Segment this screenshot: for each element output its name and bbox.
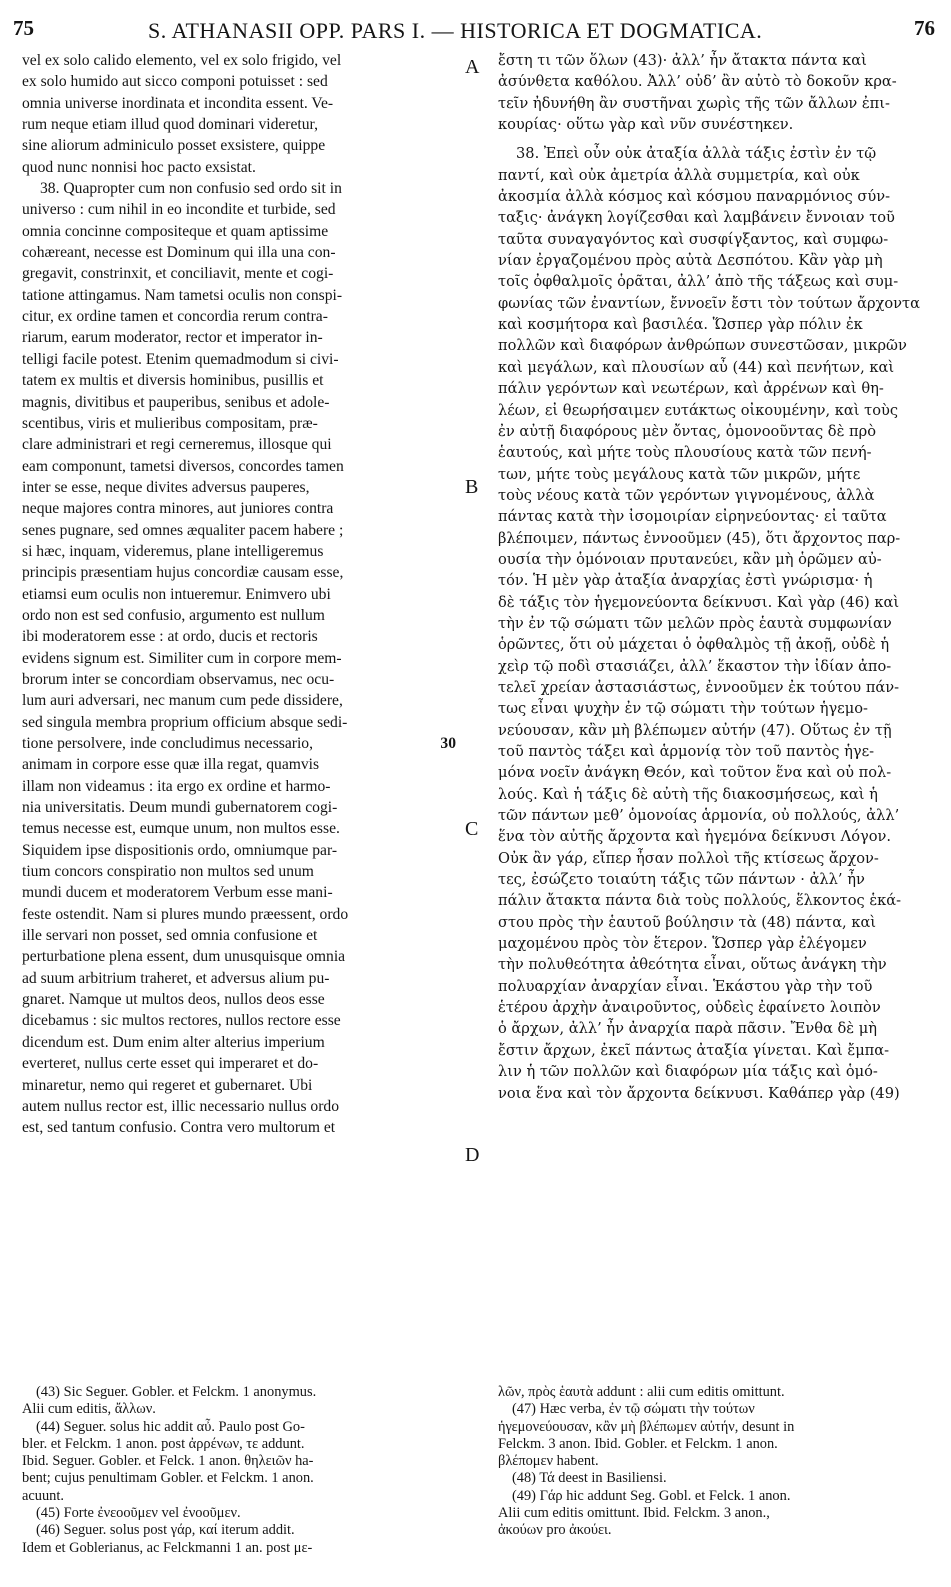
latin-line: citur, ex ordine tamen et concordia rerum contra-	[22, 308, 328, 326]
footnote-line: Idem et Goblerianus, ac Felckmanni 1 an. post με-	[22, 1539, 313, 1556]
text-line: πάντας κατὰ τὴν ἰσομοιρίαν εἰρηνεύοντας· εἰ ταῦτα	[498, 508, 887, 526]
footnote-line: (44) Seguer. solus hic addit αὖ. Paulo post Go-	[36, 1418, 305, 1435]
section-marker-b: B	[465, 476, 479, 498]
text-line: μαχομένου πρὸς τὸν ἕτερον. Ὥσπερ γὰρ ἐλέγομεν	[498, 935, 867, 953]
latin-line: si hæc, inquam, videremus, plane intelligeremus	[22, 542, 324, 560]
latin-line: ibi moderatorem esse : at ordo, ducis et rectoris	[22, 628, 318, 646]
section-marker-c: C	[465, 818, 479, 840]
footnotes-right	[498, 1384, 930, 1540]
footnote-line: bler. et Felckm. 1 anon. post ἀρρένων, τε addunt.	[22, 1435, 305, 1452]
text-line: ἀκοσμία ἀλλὰ κόσμος καὶ κόσμου παναρμόνιος σύν-	[498, 188, 891, 206]
footnote-line: ἡγεμονεύουσαν, κἂν μὴ βλέπωμεν αὐτήν, desunt in	[498, 1418, 795, 1435]
latin-line: autem nullus rector est, illic necessario nullus ordo	[22, 1097, 339, 1115]
text-line: ουσία τὴν ὁμόνοιαν πρυτανεύει, κἂν μὴ ὁρῶμεν αὐ-	[498, 550, 882, 568]
text-line: πολυαρχίαν ἀναρχίαν εἶναι. Ἑκάστου γὰρ τὴν τοῦ	[498, 977, 873, 995]
latin-line: omnia universe inordinata et incondita essent. Ve-	[22, 94, 334, 112]
text-line: τεῖν ἠδυνήθη ἂν συστῆναι χωρὶς τῆς τῶν ἄλλων ἐπι-	[498, 94, 890, 112]
text-line: τελεῖ χρείαν ἀστασιάστως, ἐννοοῦμεν ἐκ τούτου πάν-	[498, 678, 900, 696]
latin-line: dicebamus : sic multos rectores, nullos rectore esse	[22, 1012, 341, 1030]
latin-line: tium concors conspiratio non multos sed unum	[22, 863, 314, 881]
latin-line: universo : cum nihil in eo incondite et turbide, sed	[22, 201, 336, 219]
text-line: φωνίας τῶν ἐναντίων, ἔννοεῖν ἔστι τὸν τούτων ἄρχοντα	[498, 294, 920, 312]
latin-line: quod nunc nonnisi hoc pacto exsistat.	[22, 158, 256, 176]
text-line: πολλῶν καὶ διαφόρων ἀνθρώπων συνεστῶσαν, μικρῶν	[498, 337, 907, 355]
latin-line: everteret, nullus certe esset qui imperaret et do-	[22, 1055, 319, 1073]
greek-column	[498, 50, 930, 1104]
text-line: μόνα νοεῖν ἀνάγκη Θεόν, καὶ τοῦτον ἕνα καὶ οὐ πολ-	[498, 764, 892, 782]
text-line: νίαν ἐργαζομένου πρὸς αὐτὰ Δεσπότου. Κἂν γὰρ μὴ	[498, 252, 883, 270]
text-line: χεὶρ τῷ ποδὶ στασιάζει, ἀλλ’ ἕκαστον τὴν ἰδίαν ἀπο-	[498, 657, 892, 675]
text-line: ἕνα τὸν αὐτῆς ἄρχοντα καὶ ἡγεμόνα δείκνυσι Λόγον.	[498, 828, 892, 846]
latin-line: tatem ex multis et diversis hominibus, pusillis et	[22, 372, 324, 390]
footnote-line: Alii cum editis, ἄλλων.	[22, 1401, 156, 1418]
text-line: καὶ κοσμήτορα καὶ βασιλέα. Ὥσπερ γὰρ πόλιν ἐκ	[498, 316, 863, 334]
paragraph-gap	[498, 135, 930, 143]
latin-line: dicendum est. Dum enim alter alterius imperium	[22, 1033, 325, 1051]
text-line: 38. Ἐπεὶ οὖν οὐκ ἀταξία ἀλλὰ τάξις ἐστὶν ἐν τῷ	[516, 145, 877, 163]
latin-line: temus necesse est, eumque unum, non multos esse.	[22, 820, 340, 838]
text-line: λιν ἡ τῶν πολλῶν καὶ διαφόρων μία τάξις καὶ ὁμό-	[498, 1063, 878, 1081]
footnote-line: (43) Sic Seguer. Gobler. et Felckm. 1 anonymus.	[36, 1384, 317, 1400]
latin-line: clare administrari et regi cerneremus, illosque qui	[22, 436, 332, 454]
text-line: Οὐκ ἂν γάρ, εἴπερ ἦσαν πολλοὶ τῆς κτίσεως ἄρχον-	[498, 849, 879, 867]
section-marker-a: A	[465, 56, 480, 78]
latin-line: feste ostendit. Nam si plures mundo præessent, ordo	[22, 905, 349, 923]
text-line: πάλιν γερόντων καὶ νεωτέρων, καὶ ἀρρένων καὶ θη-	[498, 380, 884, 398]
latin-line: nia universitatis. Deum mundi gubernatorem cogi-	[22, 799, 338, 817]
text-line: ὁρῶντες, ὅτι οὐ μάχεται ὁ ὀφθαλμὸς τῇ ἀκοῇ, οὐδὲ ἡ	[498, 636, 890, 654]
margin-number: 30	[440, 735, 456, 753]
footnote	[22, 1384, 452, 1419]
footnote	[22, 1505, 452, 1522]
text-line: κουρίας· οὕτω γὰρ καὶ νῦν συνέστηκεν.	[498, 116, 794, 134]
footnote-line: λῶν, πρὸς ἑαυτὰ addunt : alii cum editis omittunt.	[498, 1384, 785, 1400]
latin-line: telligi facile potest. Etenim quemadmodum si civi-	[22, 350, 339, 368]
latin-line: sed singula membra proprium officium absque sedi-	[22, 713, 348, 731]
latin-line: animam in corpore esse quæ illa regat, quamvis	[22, 756, 320, 774]
footnote	[498, 1488, 930, 1540]
latin-line: minaretur, nemo qui regeret et gubernaret. Ubi	[22, 1076, 313, 1094]
text-line: λούς. Καὶ ἡ τάξις δὲ αὐτὴ τῆς διακοσμήσεως, καὶ ἡ	[498, 785, 878, 803]
footnote-line: (49) Γάρ hic addunt Seg. Gobl. et Felck. 1 anon.	[512, 1487, 791, 1504]
footnote	[498, 1384, 930, 1401]
text-line: πάλιν ἄτακτα πάντα διὰ τοὺς πολλούς, ἕλκοντος ἑκά-	[498, 892, 902, 910]
text-line: ἔστιν ἄρχων, ἐκεῖ πάντως ἀταξία γίνεται. Καὶ ἔμπα-	[498, 1041, 890, 1059]
page-number-right: 76	[914, 16, 935, 40]
footnote-line: (47) Hæc verba, ἐν τῷ σώματι τὴν τούτων	[512, 1401, 755, 1418]
latin-line: vel ex solo calido elemento, vel ex solo frigido, vel	[22, 52, 342, 69]
running-title: S. ATHANASII OPP. PARS I. — HISTORICA ET DOGMATICA.	[148, 18, 763, 43]
latin-line: ordo non est sed confusio, argumento est nullum	[22, 606, 325, 624]
latin-line: etiamsi eum oculis non intueremur. Enimvero ubi	[22, 585, 331, 603]
latin-line: gnaret. Namque ut multos deos, nullos deos esse	[22, 991, 325, 1009]
footnote	[498, 1470, 930, 1487]
running-header	[0, 10, 951, 44]
footnote-line: acuunt.	[22, 1487, 64, 1504]
latin-line: Siquidem ipse dispositionis ordo, omniumque par-	[22, 841, 338, 859]
footnotes-left	[22, 1384, 452, 1557]
latin-line: ad suum arbitrium traheret, et adversus alium pu-	[22, 969, 330, 987]
footnote-line: Ibid. Seguer. Gobler. et Felck. 1 anon. θηλειῶν ha-	[22, 1453, 314, 1470]
latin-line: scentibus, viris et mulieribus compositam, præ-	[22, 414, 318, 432]
footnote-line: bent; cujus penultimam Gobler. et Felckm. 1 anon.	[22, 1470, 314, 1487]
section-marker-d: D	[465, 1144, 480, 1166]
latin-line: inter se esse, neque divites adversus pauperes,	[22, 478, 310, 496]
text-line: τὴν ἐν τῷ σώματι τῶν μελῶν πρὸς ἑαυτὰ συμφωνίαν	[498, 614, 892, 632]
text-line: δὲ τάξις τὸν ἡγεμονεύοντα δείκνυσι. Καὶ γὰρ (46) καὶ	[498, 593, 900, 611]
latin-line: lum auri adversari, nec manum cum pede dissidere,	[22, 692, 343, 710]
text-line: ταῦτα συναγαγόντος καὶ συσφίγξαντος, καὶ συμφω-	[498, 230, 889, 248]
text-line: ὁ ἄρχων, ἀλλ’ ἦν ἀναρχία παρὰ πᾶσιν. Ἔνθα δὲ μὴ	[498, 1020, 878, 1038]
latin-line: 38. Quapropter cum non confusio sed ordo sit in	[40, 180, 342, 198]
latin-line: evidens signum est. Similiter cum in corpore mem-	[22, 649, 342, 667]
latin-line: rum neque etiam illud quod dominari videretur,	[22, 116, 319, 134]
latin-line: tatione attingamus. Nam tametsi oculis non conspi-	[22, 286, 343, 304]
latin-line: illam non videamus : ita ergo ex ordine et harmo-	[22, 777, 331, 795]
latin-line: ex solo humido aut sicco componi potuisset : sed	[22, 73, 328, 91]
text-line: ἑαυτούς, καὶ μήτε τοὺς πλουσίους κατὰ τῶν πενή-	[498, 444, 872, 462]
text-line: νοια ἕνα καὶ τὸν ἄρχοντα δείκνυσι. Καθάπερ γὰρ (49)	[498, 1084, 900, 1102]
latin-line: ille servari non posset, sed omnia confusione et	[22, 927, 318, 945]
latin-line: gregavit, constrinxit, et conciliavit, mente et cogi-	[22, 265, 334, 283]
text-line: των, μήτε τοὺς μεγάλους κατὰ τῶν μικρῶν, μήτε	[498, 465, 861, 483]
text-line: ἑτέρου ἀρχὴν ἀναιροῦντος, οὐδεὶς ἐφαίνετο λοιπὸν	[498, 999, 881, 1017]
latin-text	[22, 50, 456, 1139]
latin-line: brorum inter se concordiam observamus, nec ocu-	[22, 670, 335, 688]
text-line: τοῖς ὀφθαλμοῖς ὁρᾶται, ἀλλ’ ἀπὸ τῆς τάξεως καὶ συμ-	[498, 273, 899, 291]
latin-line: est, sed tantum confusio. Contra vero multorum et	[22, 1119, 336, 1137]
greek-paragraph-1	[498, 50, 930, 135]
greek-paragraph-2	[498, 143, 930, 1103]
text-line: τως εἶναι ψυχὴν ἐν τῷ σώματι τὴν τούτων ἡγεμο-	[498, 700, 868, 718]
page-number-left: 75	[13, 16, 34, 40]
latin-line: magnis, divitibus et pauperibus, senibus et adole-	[22, 393, 330, 411]
text-line: νεύουσαν, κἂν μὴ βλέπωμεν αὐτήν (47). Οὕτως ἐν τῇ	[498, 721, 892, 739]
latin-line: neque majores contra minores, aut juniores contra	[22, 500, 334, 518]
text-line: τῶν πάντων μεθ’ ὁμονοίας ἁρμονία, οὐ πολλούς, ἀλλ’	[498, 807, 900, 825]
footnote-line: Felckm. 3 anon. Ibid. Gobler. et Felckm. 1 anon.	[498, 1435, 778, 1452]
text-line: ταξις· ἀνάγκη λογίζεσθαι καὶ λαμβάνειν ἔννοιαν τοῦ	[498, 209, 895, 227]
latin-line: mundi ducem et moderatorem Verbum esse mani-	[22, 884, 333, 902]
text-line: τοὺς νέους κατὰ τῶν γερόντων γιγνομένους, ἀλλὰ	[498, 486, 875, 504]
footnote-line: (48) Τά deest in Basiliensi.	[512, 1470, 667, 1487]
text-line: λέων, εἰ θεωρήσαιμεν ευτάκτως οἰκουμένην, καὶ τοὺς	[498, 401, 899, 419]
text-line: ἔστη τι τῶν ὅλων (43)· ἀλλ’ ἦν ἄτακτα πάντα καὶ	[498, 52, 867, 69]
text-line: τόν. Ἡ μὲν γὰρ ἀταξία ἀναρχίας ἐστὶ γνώρισμα· ἡ	[498, 572, 873, 590]
text-line: παντί, καὶ οὐκ ἀμετρία ἀλλὰ συμμετρία, καὶ οὐκ	[498, 166, 860, 184]
latin-line: eam componunt, tametsi diversos, concordes tamen	[22, 457, 344, 475]
footnote-line: (45) Forte ἐνεοοῦμεν vel ἐνοοῦμεν.	[36, 1505, 241, 1522]
latin-line: principis præsentiam hujus concordiæ causam esse,	[22, 564, 344, 582]
text-line: τὴν πολυθεότητα ἀθεότητα εἶναι, οὕτως ἀνάγκη τὴν	[498, 956, 887, 974]
text-line: στου πρὸς τὴν ἑαυτοῦ βούλησιν τὰ (48) πάντα, καὶ	[498, 913, 877, 931]
latin-line: sine aliorum adminiculo posset exsistere, quippe	[22, 137, 326, 155]
latin-line: tione persolvere, inde concludimus necessario,	[22, 735, 313, 752]
footnote-line: (46) Seguer. solus post γάρ, καί iterum addit.	[36, 1522, 295, 1539]
latin-line: omnia concinne compositeque et quam aptissime	[22, 222, 329, 240]
footnote-line: Alii cum editis omittunt. Ibid. Felckm. 3 anon.,	[498, 1505, 770, 1522]
latin-line: perturbatione plena essent, dum unusquisque omnia	[22, 948, 346, 966]
latin-column	[22, 50, 456, 1139]
text-line: ἐν αὐτῇ διαφόρους μὲν ὄντας, ὁμονοοῦντας δὲ πρὸ	[498, 422, 877, 440]
footnote	[22, 1419, 452, 1505]
text-line: βλέποιμεν, πάντως ἐννοοῦμεν (45), ὅτι ἄρχοντος παρ-	[498, 529, 901, 547]
footnote	[22, 1522, 452, 1557]
footnote-line: βλέπομεν habent.	[498, 1453, 599, 1470]
text-line: τες, ἐσώζετο τοιαύτη τάξις τῶν πάντων · ἀλλ’ ἦν	[498, 871, 865, 889]
text-line: τοῦ παντὸς τάξει καὶ ἁρμονίᾳ τὸν τοῦ παντὸς ἡγε-	[498, 743, 875, 760]
text-line: καὶ μεγάλων, καὶ πλουσίων αὖ (44) καὶ πενήτων, καὶ	[498, 358, 895, 376]
latin-line: riarum, earum moderator, rector et imperator in-	[22, 329, 323, 347]
footnote-line: ἀκούων pro ἀκούει.	[498, 1522, 612, 1539]
latin-line: cohæreant, necesse est Dominum qui illa una con-	[22, 244, 336, 262]
footnote	[498, 1401, 930, 1470]
latin-line: senes pugnare, sed omnes æqualiter pacem habere ;	[22, 521, 344, 539]
text-line: ἀσύνθετα καθόλου. Ἀλλ’ οὐδ’ ἂν αὐτὸ τὸ δοκοῦν κρα-	[498, 73, 897, 91]
